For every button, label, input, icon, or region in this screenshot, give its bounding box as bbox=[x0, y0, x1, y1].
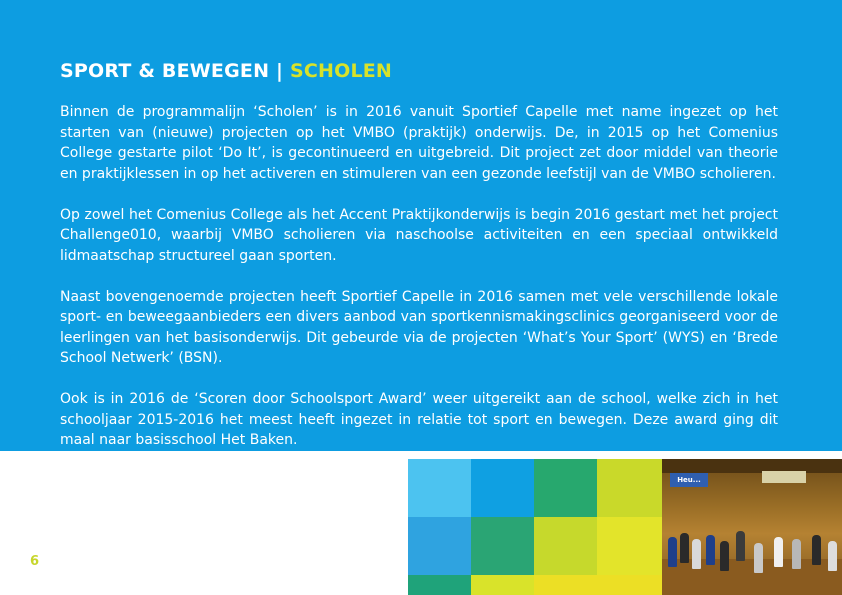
mosaic-tile bbox=[471, 517, 534, 575]
page-heading bbox=[60, 60, 392, 82]
paragraph: Naast bovengenoemde projecten heeft Sportief Capelle in 2016 samen met vele verschillende lokale sport- en beweegaanbieders een divers aanbod van sportkennismakingsclinics georganiseerd voor de leerlingen van het basisonderwijs. Dit gebeurde via de projecten ‘What’s Your Sport’ (WYS) en ‘Brede School Netwerk’ (BSN). bbox=[60, 288, 778, 366]
photo-person bbox=[720, 541, 729, 571]
photo-banner: Heu... bbox=[670, 473, 708, 487]
photo-person bbox=[828, 541, 837, 571]
photo-person bbox=[692, 539, 701, 569]
photo-person bbox=[706, 535, 715, 565]
photo-person bbox=[812, 535, 821, 565]
mosaic-tile bbox=[408, 459, 471, 517]
photo-person bbox=[792, 539, 801, 569]
mosaic-tile bbox=[597, 459, 662, 517]
paragraph: Binnen de programmalijn ‘Scholen’ is in 2016 vanuit Sportief Capelle met name ingezet op het starten van (nieuwe) projecten op het VMBO (praktijk) onderwijs. De, in 2015 op het Comenius College gestarte pilot ‘Do It’, is gecontinueerd en uitgebreid. Dit project zet door middel van theorie en praktijklessen in op het activeren en stimuleren van een gezonde leefstijl van de VMBO scholieren. bbox=[60, 104, 778, 182]
mosaic-tile bbox=[534, 517, 597, 575]
photo-sign bbox=[762, 471, 806, 483]
photo-ceiling bbox=[662, 459, 842, 473]
mosaic-tile bbox=[408, 517, 471, 575]
paragraph: Ook is in 2016 de ‘Scoren door Schoolsport Award’ weer uitgereikt aan de school, welke zich in het schooljaar 2015-2016 het meest heeft ingezet in relatie tot sport en bewegen. Deze award ging dit maal naar basisschool Het Baken. bbox=[60, 391, 778, 448]
paragraph: Op zowel het Comenius College als het Accent Praktijkonderwijs is begin 2016 gestart met het project Challenge010, waarbij VMBO scholieren via naschoolse activiteiten en een speciaal ontwikkeld lidmaatschap structureel gaan sporten. bbox=[60, 206, 778, 264]
heading-separator: | bbox=[276, 60, 284, 82]
heading-main: SPORT & BEWEGEN bbox=[60, 60, 270, 82]
mosaic-tile bbox=[534, 459, 597, 517]
sports-hall-photo bbox=[662, 459, 842, 595]
mosaic-tile bbox=[534, 575, 662, 595]
mosaic-tile bbox=[471, 575, 534, 595]
photo-person bbox=[680, 533, 689, 563]
photo-person bbox=[754, 543, 763, 573]
photo-person bbox=[774, 537, 783, 567]
photo-person bbox=[668, 537, 677, 567]
body-text bbox=[60, 102, 778, 471]
photo-person bbox=[736, 531, 745, 561]
heading-accent: SCHOLEN bbox=[289, 60, 393, 82]
mosaic-tile bbox=[408, 575, 471, 595]
mosaic-tile bbox=[597, 517, 662, 575]
mosaic-tile bbox=[471, 459, 534, 517]
page-number: 6 bbox=[30, 554, 40, 569]
